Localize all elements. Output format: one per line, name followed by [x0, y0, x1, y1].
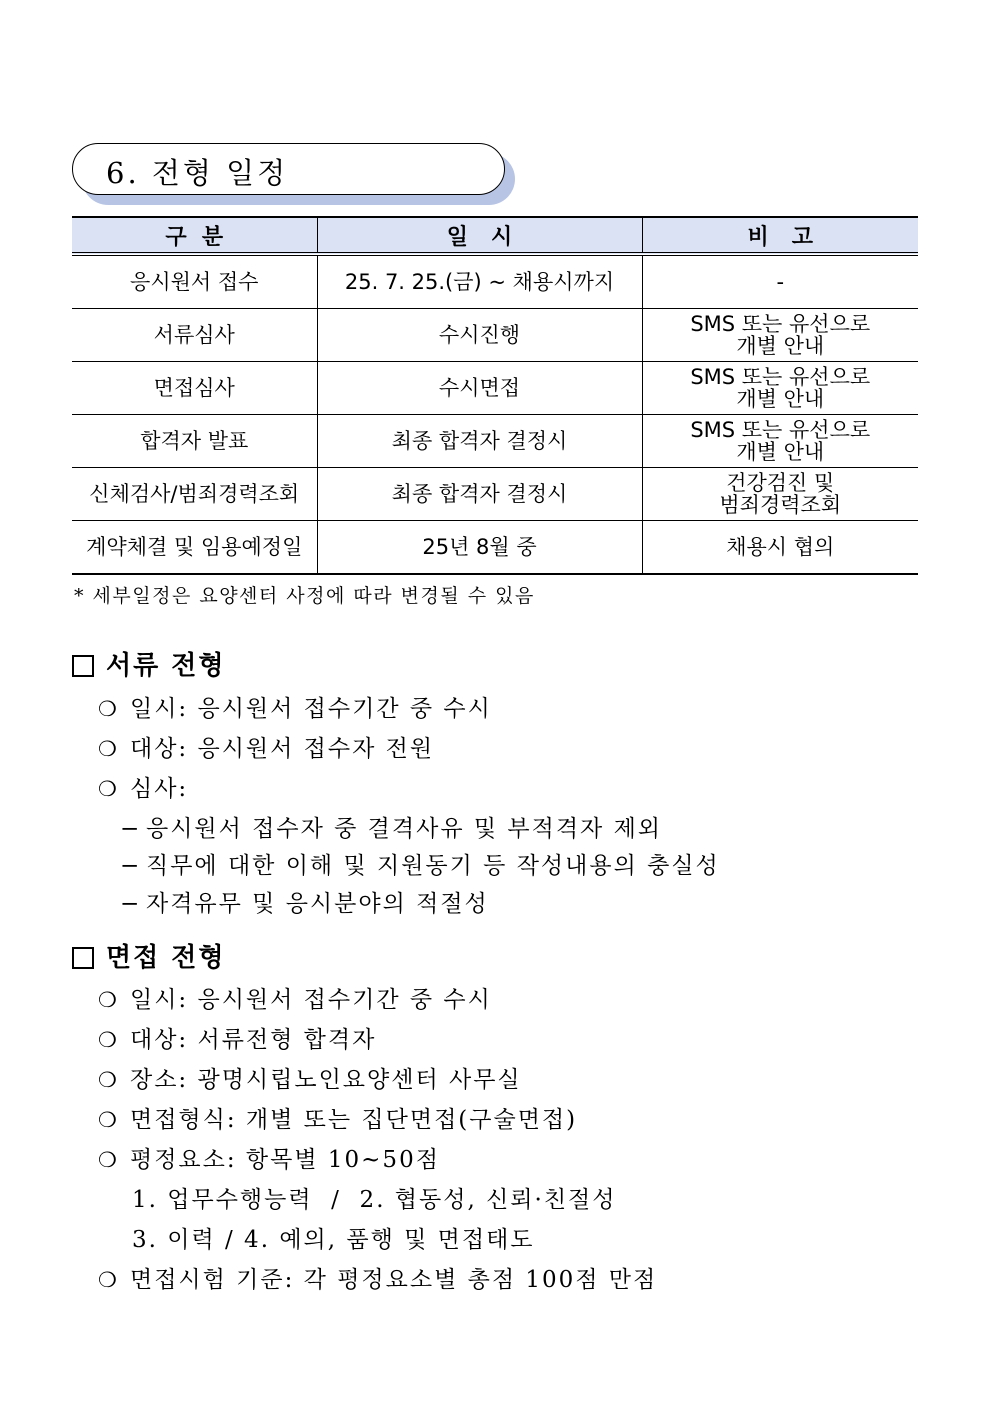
note-line: 개별 안내: [736, 387, 825, 411]
note-line: 개별 안내: [736, 334, 825, 358]
circle-bullet-icon: ❍: [98, 1068, 119, 1092]
cell-note: [642, 309, 918, 362]
cell-date: 최종 합격자 결정시: [317, 415, 642, 468]
note-line: -: [776, 270, 785, 294]
circle-bullet-icon: ❍: [98, 1148, 119, 1172]
cell-note: [642, 468, 918, 521]
cell-category: 면접심사: [72, 362, 317, 415]
cell-category: 서류심사: [72, 309, 317, 362]
heading-text: 서류 전형: [106, 651, 226, 681]
cell-category: 합격자 발표: [72, 415, 317, 468]
note-line: 건강검진 및: [726, 471, 835, 495]
circle-bullet-icon: ❍: [98, 988, 119, 1012]
cell-note: [642, 521, 918, 575]
criteria-line: 3. 이력 / 4. 예의, 품행 및 면접태도: [132, 1227, 535, 1253]
header-date: 일 시: [317, 217, 642, 254]
table-row: [72, 521, 918, 575]
interview-heading: [72, 937, 226, 974]
item-text: 심사:: [130, 776, 189, 802]
item-text: 장소: 광명시립노인요양센터 사무실: [130, 1067, 522, 1093]
checkbox-icon: [72, 655, 94, 677]
cell-date: 최종 합격자 결정시: [317, 468, 642, 521]
list-item: [98, 1141, 440, 1174]
note-line: SMS 또는 유선으로: [690, 418, 871, 442]
header-category: 구 분: [72, 217, 317, 254]
item-text: 대상: 응시원서 접수자 전원: [130, 736, 435, 762]
note-line: 개별 안내: [736, 440, 825, 464]
table-header-row: [72, 217, 918, 254]
sub-item: [120, 810, 662, 843]
list-item: [98, 1261, 657, 1294]
table-row: [72, 362, 918, 415]
table-row: [72, 415, 918, 468]
section-title: 6. 전형 일정: [106, 156, 289, 190]
sub-item-text: 직무에 대한 이해 및 지원동기 등 작성내용의 충실성: [146, 853, 720, 879]
item-text: 평정요소: 항목별 10~50점: [130, 1147, 440, 1173]
heading-text: 면접 전형: [106, 943, 226, 973]
item-text: 일시: 응시원서 접수기간 중 수시: [130, 696, 492, 722]
circle-bullet-icon: ❍: [98, 1028, 119, 1052]
sub-item-text: 자격유무 및 응시분야의 적절성: [146, 891, 489, 917]
schedule-table: [72, 216, 918, 575]
item-text: 면접형식: 개별 또는 집단면접(구술면접): [130, 1107, 578, 1133]
cell-category: 응시원서 접수: [72, 254, 317, 309]
list-item: [98, 730, 434, 763]
checkbox-icon: [72, 947, 94, 969]
cell-date: 25. 7. 25.(금) ~ 채용시까지: [317, 254, 642, 309]
note-line: SMS 또는 유선으로: [690, 312, 871, 336]
circle-bullet-icon: ❍: [98, 777, 119, 801]
note-line: 범죄경력조회: [719, 493, 842, 517]
list-item: [98, 770, 188, 803]
table-row: [72, 254, 918, 309]
sub-item: [120, 847, 720, 880]
section-title-box: [72, 143, 505, 195]
table-row: [72, 468, 918, 521]
cell-date: 수시면접: [317, 362, 642, 415]
cell-note: [642, 415, 918, 468]
cell-category: 계약체결 및 임용예정일: [72, 521, 317, 575]
list-item: [98, 1061, 522, 1094]
list-item: [98, 1101, 577, 1134]
sub-item: [120, 885, 489, 918]
cell-category: 신체검사/범죄경력조회: [72, 468, 317, 521]
document-review-heading: [72, 645, 226, 682]
circle-bullet-icon: ❍: [98, 1268, 119, 1292]
schedule-note: * 세부일정은 요양센터 사정에 따라 변경될 수 있음: [74, 585, 535, 607]
note-line: SMS 또는 유선으로: [690, 365, 871, 389]
table-row: [72, 309, 918, 362]
item-text: 대상: 서류전형 합격자: [130, 1027, 377, 1053]
item-text: 일시: 응시원서 접수기간 중 수시: [130, 987, 492, 1013]
criteria-line: 1. 업무수행능력 / 2. 협동성, 신뢰·친절성: [132, 1187, 617, 1213]
cell-note: [642, 362, 918, 415]
list-item: [98, 690, 492, 723]
cell-date: 25년 8월 중: [317, 521, 642, 575]
dash-bullet-icon: −: [120, 853, 142, 879]
circle-bullet-icon: ❍: [98, 737, 119, 761]
note-line: 채용시 협의: [726, 535, 835, 559]
dash-bullet-icon: −: [120, 816, 142, 842]
circle-bullet-icon: ❍: [98, 697, 119, 721]
header-note: 비 고: [642, 217, 918, 254]
list-item: [98, 1021, 376, 1054]
item-text: 면접시험 기준: 각 평정요소별 총점 100점 만점: [130, 1267, 658, 1293]
cell-note: [642, 254, 918, 309]
cell-date: 수시진행: [317, 309, 642, 362]
dash-bullet-icon: −: [120, 891, 142, 917]
sub-item-text: 응시원서 접수자 중 결격사유 및 부적격자 제외: [146, 816, 663, 842]
circle-bullet-icon: ❍: [98, 1108, 119, 1132]
list-item: [98, 981, 492, 1014]
